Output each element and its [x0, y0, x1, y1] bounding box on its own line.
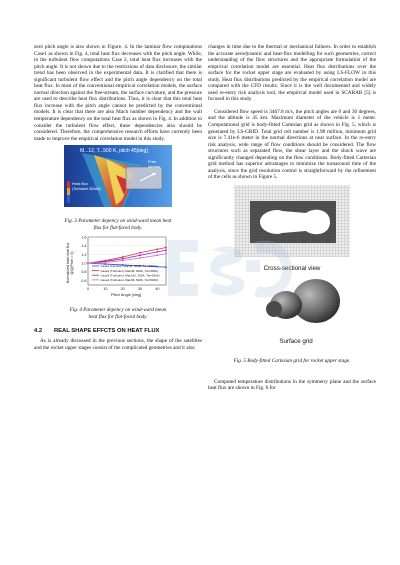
legend-label: Case3 (Turbulent, Mach12, 300K, Tw=300K) [100, 273, 160, 278]
cross-section-label: Cross-sectional view [263, 264, 321, 272]
x-tick-label: 0 [86, 287, 90, 292]
data-point [165, 249, 167, 251]
data-point [165, 266, 167, 268]
data-point [87, 262, 89, 264]
data-point [156, 251, 158, 253]
figure-5-caption: Fig. 5 Body-fitted Cartesian grid for rocket upper stage. [233, 357, 351, 364]
contour-title: M...12, T...500 K, pitch 45[deg] [80, 148, 148, 155]
data-point [104, 262, 106, 264]
y-tick-label: 0.8 [81, 270, 87, 275]
data-point [122, 260, 124, 262]
x-tick-label: 20 [120, 287, 125, 292]
stream-label: stream [148, 164, 161, 170]
section-number: 4.2 [34, 328, 43, 335]
x-tick-label: 30 [137, 287, 143, 292]
section-title: REAL SHAPE EFFCTS ON HEAT FLUX [54, 328, 160, 335]
x-tick-label: 10 [103, 287, 108, 292]
data-point [139, 252, 141, 254]
y-axis-label-2: Q/Q(Pitch = 0) [70, 251, 74, 275]
grid-illustration [230, 181, 354, 353]
contour-plot [64, 145, 172, 207]
y-tick-label: 1.0 [81, 261, 87, 266]
body-paragraph: zero pitch angle is also shown in Figure. 4. In the laminar flow computations Case1 as shown in Fig. 4, total heat flux decreases with the pitch angle. While, in the turbulent flow computations Case 2, total heat flux increases with the pitch angle. It is not shown due to the restrictions of data disclosure, the similar trend has been observed in the experimental data. It is clarified that there is significant turbulent flow effect and the pitch angle dependency on the total heat flux. In most of the conventional empirical correlation models, the surface normal direction against the free-stream, the surface curvature, and the pressure are used to describe heat flux distributions. Thus, it is clear that this total heat flux increase with the pitch angle cannot be predicted by the conventional models. It is clear that there are also Mach number dependency and the wall temperature dependency on the total heat flux as shown in Fig. 4. In addition to consider the turbulent flow effect, these dependencies also should be considered. Therefore, the comprehensive research efforts have currently been made to improve the empirical correlation model in this study. [34, 44, 202, 142]
data-point [165, 253, 167, 255]
body-paragraph: Considered flow speed is 3467.8 m/s, the pitch angles are 0 and 30 degrees, and the altitude is 45 km. Maximum diameter of the vehicle is 1 meter. Computational grid is body-fitted Cartesian grid as shown in Fig. 5, which is generated by LS-GRID. Total grid cell number is 1.98 million, minimum grid size is 7.41e-6 meter in the normal directions at near surface. In the re-entry risk analysis, wide range of flow conditions should be considered. The flow structures such as separated flow, the shear layer and the shock wave are significantly changed depending on the flow conditions. Body-fitted Cartesian grid method has superior advantages to minimize the turnaround time of the analysis, since the grid resolution control is straightforward by the refinement of the cells as shown in Figure 5. [208, 108, 376, 181]
x-axis-label: Pitch Angle [deg] [110, 292, 142, 298]
body-paragraph: changes in time due to the thermal or mechanical failures. In order to establish the accurate aerodynamic and heat-flux modelling for such geometries, correct understanding of the flow structures and the appropriate formulation of the empirical correlation model are essential. Heat flux distributions over the surface for the rocket upper stage are evaluated by using LS-FLOW in this study. Heat flux distributions predicted by the empirical correlation model are compared with the CFD results. Since it is the well documented and widely used re-entry risk analysis tool, the empirical model used in SCARAB [5] is focused in this study. [208, 44, 376, 103]
y-tick-label: 1.4 [81, 244, 87, 249]
figure-3-caption: Fig. 3 Parameter depency on wind-ward mean heat flux for flat-faced body. [64, 218, 172, 231]
data-point [122, 256, 124, 258]
y-axis-label-1: Normalized total heat flux [66, 242, 70, 284]
y-tick-label: 0.6 [81, 279, 87, 284]
legend-label: Case4 (Turbulent, Mach8, 500K, Tw=500K) [100, 278, 159, 283]
data-point [156, 255, 158, 257]
figure-4-chart [66, 233, 170, 320]
section-heading [34, 327, 202, 335]
data-point [139, 255, 141, 257]
data-point [156, 266, 158, 268]
data-point [122, 258, 124, 260]
body-paragraph: As is already discussed in the previous sections, the shape of the satellites and the rocket upper stages consist of the complicated geometries and it also [34, 338, 202, 351]
turbulent-label: (Turbulent 300nB) [72, 187, 101, 192]
figure-5-grid [230, 181, 354, 373]
line-chart [66, 233, 170, 297]
data-point [156, 249, 158, 251]
figure-3-contour [64, 145, 172, 229]
right-column [208, 44, 376, 392]
left-column [34, 44, 202, 351]
x-tick-label: 40 [155, 287, 160, 292]
surface-grid-label: Surface grid [279, 337, 313, 345]
free-label: Free [148, 159, 157, 165]
data-point [139, 257, 141, 259]
legend-label: Case2 (Turbulent, Mach8, 300K, Tw=300K) [100, 269, 159, 274]
legend-label: Case1 (Laminar, Mach8, 300K, Tw=300K) [100, 264, 157, 269]
body-paragraph: Computed temperature distributions in the symmetry plane and the surface heat flux are shown in Fig. 6 for [208, 378, 376, 392]
heat-flux-label: Heat flux [72, 181, 88, 187]
data-point [165, 247, 167, 249]
figure-4-caption: Fig. 4 Parameter depency on wind-ward mean heat flux for flat-faced body. [69, 307, 167, 320]
y-tick-label: 1.6 [81, 235, 87, 240]
y-tick-label: 1.2 [81, 252, 87, 257]
